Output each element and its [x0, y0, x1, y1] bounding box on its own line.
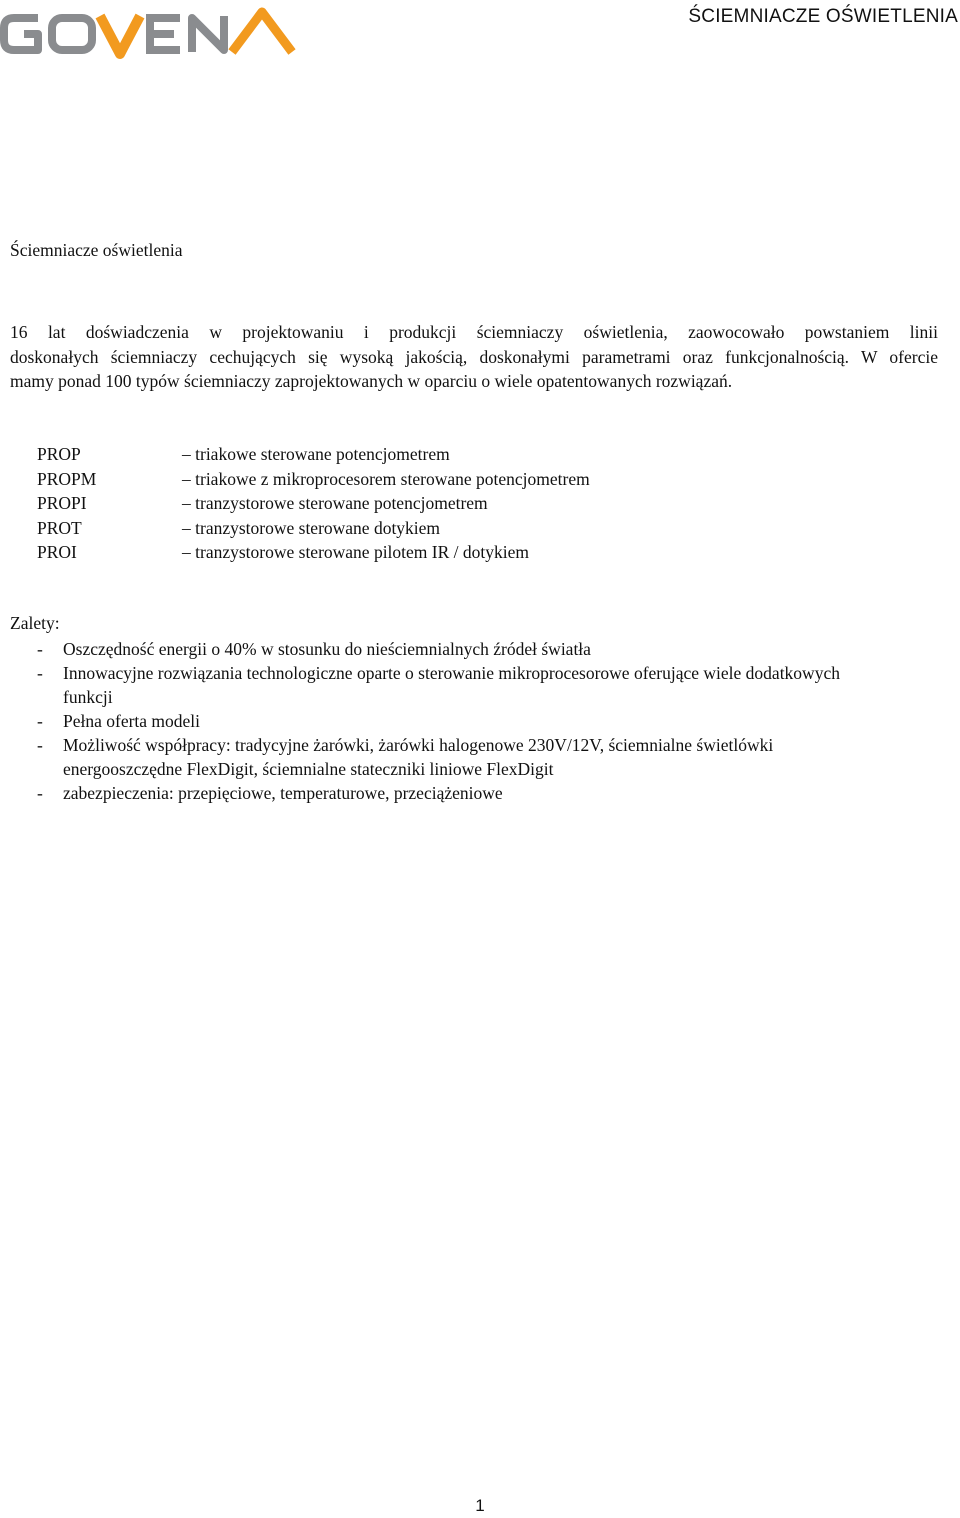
product-description: – triakowe z mikroprocesorem sterowane potencjometrem [182, 468, 590, 489]
advantage-text: funkcji [63, 687, 113, 707]
govena-logo-mark [0, 4, 300, 60]
advantage-text: Oszczędność energii o 40% w stosunku do nieściemnialnych źródeł światła [63, 639, 591, 659]
page-number: 1 [475, 1496, 485, 1515]
product-code: PROI [37, 542, 77, 562]
product-description: – tranzystorowe sterowane dotykiem [182, 517, 441, 538]
intro-line: mamy ponad 100 typów ściemniaczy zaprojektowanych w oparciu o wiele opatentowanych rozwiązań. [10, 371, 733, 391]
advantage-text: zabezpieczenia: przepięciowe, temperaturowe, przeciążeniowe [63, 783, 503, 803]
product-code: PROT [37, 517, 82, 538]
advantage-item [37, 709, 937, 733]
list-dash: - [37, 735, 43, 755]
intro-line: doskonałych ściemniaczy cechujących się wysoką jakością, doskonałymi parametrami oraz funkcjonalnością. W ofercie [10, 346, 938, 367]
product-code: PROPM [37, 468, 97, 489]
advantage-text: Możliwość współpracy: tradycyjne żarówki, żarówki halogenowe 230V/12V, ściemnialne świetlówki [63, 735, 774, 755]
govena-logo [0, 4, 300, 60]
list-dash: - [37, 639, 43, 659]
advantages-title: Zalety: [10, 613, 60, 633]
document-title: Ściemniacze oświetlenia [10, 240, 183, 260]
advantage-item [37, 733, 937, 781]
advantage-text: Innowacyjne rozwiązania technologiczne oparte o sterowanie mikroprocesorowe oferujące wiele dodatkowych [63, 663, 840, 683]
product-description: – tranzystorowe sterowane potencjometrem [182, 493, 488, 513]
advantage-item [37, 637, 937, 661]
advantages-list [37, 637, 937, 805]
advantage-item [37, 781, 937, 805]
header-title: ŚCIEMNIACZE OŚWIETLENIA [688, 6, 958, 27]
intro-line: 16 lat doświadczenia w projektowaniu i produkcji ściemniaczy oświetlenia, zaowocowało powstaniem linii [10, 322, 938, 342]
list-dash: - [37, 783, 43, 803]
list-dash: - [37, 663, 43, 683]
advantage-text: energooszczędne FlexDigit, ściemnialne stateczniki liniowe FlexDigit [63, 759, 554, 779]
intro-paragraph [10, 320, 938, 394]
advantage-text: Pełna oferta modeli [63, 711, 201, 731]
product-code: PROPI [37, 493, 87, 513]
product-description: – triakowe sterowane potencjometrem [182, 444, 450, 464]
product-description: – tranzystorowe sterowane pilotem IR / dotykiem [182, 542, 530, 562]
list-dash: - [37, 711, 43, 731]
product-code: PROP [37, 444, 81, 464]
advantage-item [37, 661, 937, 709]
